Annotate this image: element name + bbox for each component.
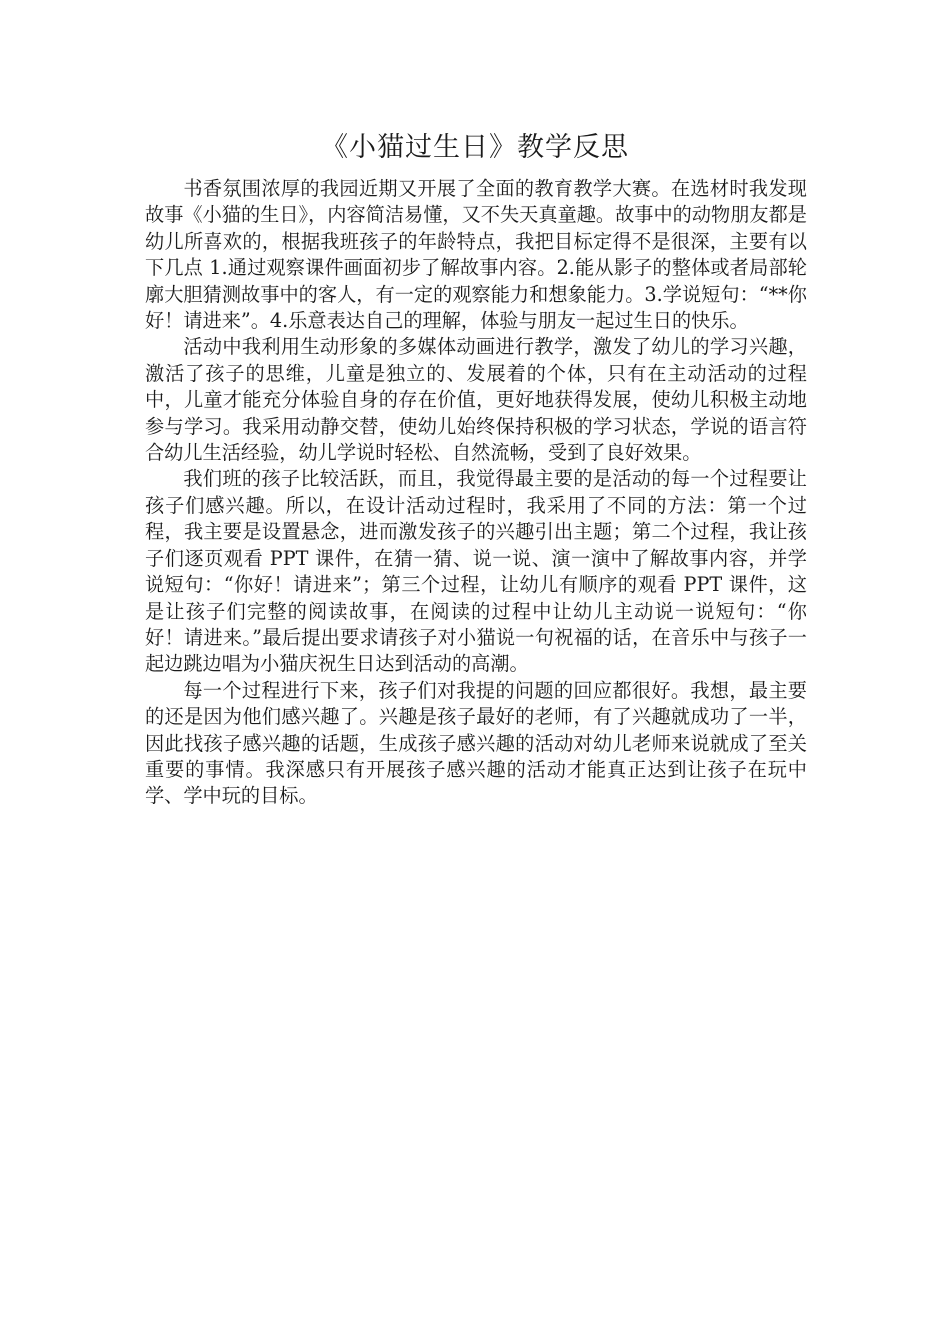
paragraph-conclusion: 每一个过程进行下来，孩子们对我提的问题的回应都很好。我想，最主要的还是因为他们感兴趣了。兴趣是孩子最好的老师，有了兴趣就成功了一半，因此找孩子感兴趣的话题，生成孩子感兴趣的活动对幼儿老师来说就成了至关重要的事情。我深感只有开展孩子感兴趣的活动才能真正达到让孩子在玩中学、学中玩的目标。 — [145, 678, 807, 808]
paragraph-process: 我们班的孩子比较活跃，而且，我觉得最主要的是活动的每一个过程要让孩子们感兴趣。所以，在设计活动过程时，我采用了不同的方法：第一个过程，我主要是设置悬念，进而激发孩子的兴趣引出主题；第二个过程，我让孩子们逐页观看 PPT 课件，在猜一猜、说一说、演一演中了解故事内容，并学说短句：“你好！请进来”；第三个过程，让幼儿有顺序的观看 PPT 课件，这是让孩子们完整的阅读故事，在阅读的过程中让幼儿主动说一说短句：“你好！请进来。”最后提出要求请孩子对小猫说一句祝福的话，在音乐中与孩子一起边跳边唱为小猫庆祝生日达到活动的高潮。 — [145, 467, 807, 676]
paragraph-intro: 书香氛围浓厚的我园近期又开展了全面的教育教学大赛。在选材时我发现故事《小猫的生日》，内容简洁易懂，又不失天真童趣。故事中的动物朋友都是幼儿所喜欢的，根据我班孩子的年龄特点，我把目标定得不是很深，主要有以下几点 1.通过观察课件画面初步了解故事内容。2.能从影子的整体或者局部轮廓大胆猜测故事中的客人，有一定的观察能力和想象能力。3.学说短句：“**你好！请进来”。4.乐意表达自己的理解，体验与朋友一起过生日的快乐。 — [145, 177, 807, 333]
paragraph-multimedia: 活动中我利用生动形象的多媒体动画进行教学，激发了幼儿的学习兴趣，激活了孩子的思维，儿童是独立的、发展着的个体，只有在主动活动的过程中，儿童才能充分体验自身的存在价值，更好地获得发展，使幼儿积极主动地参与学习。我采用动静交替，使幼儿始终保持积极的学习状态，学说的语言符合幼儿生活经验，幼儿学说时轻松、自然流畅，受到了良好效果。 — [145, 335, 807, 465]
document-body — [145, 176, 807, 810]
document-title: 《小猫过生日》教学反思 — [321, 132, 629, 163]
